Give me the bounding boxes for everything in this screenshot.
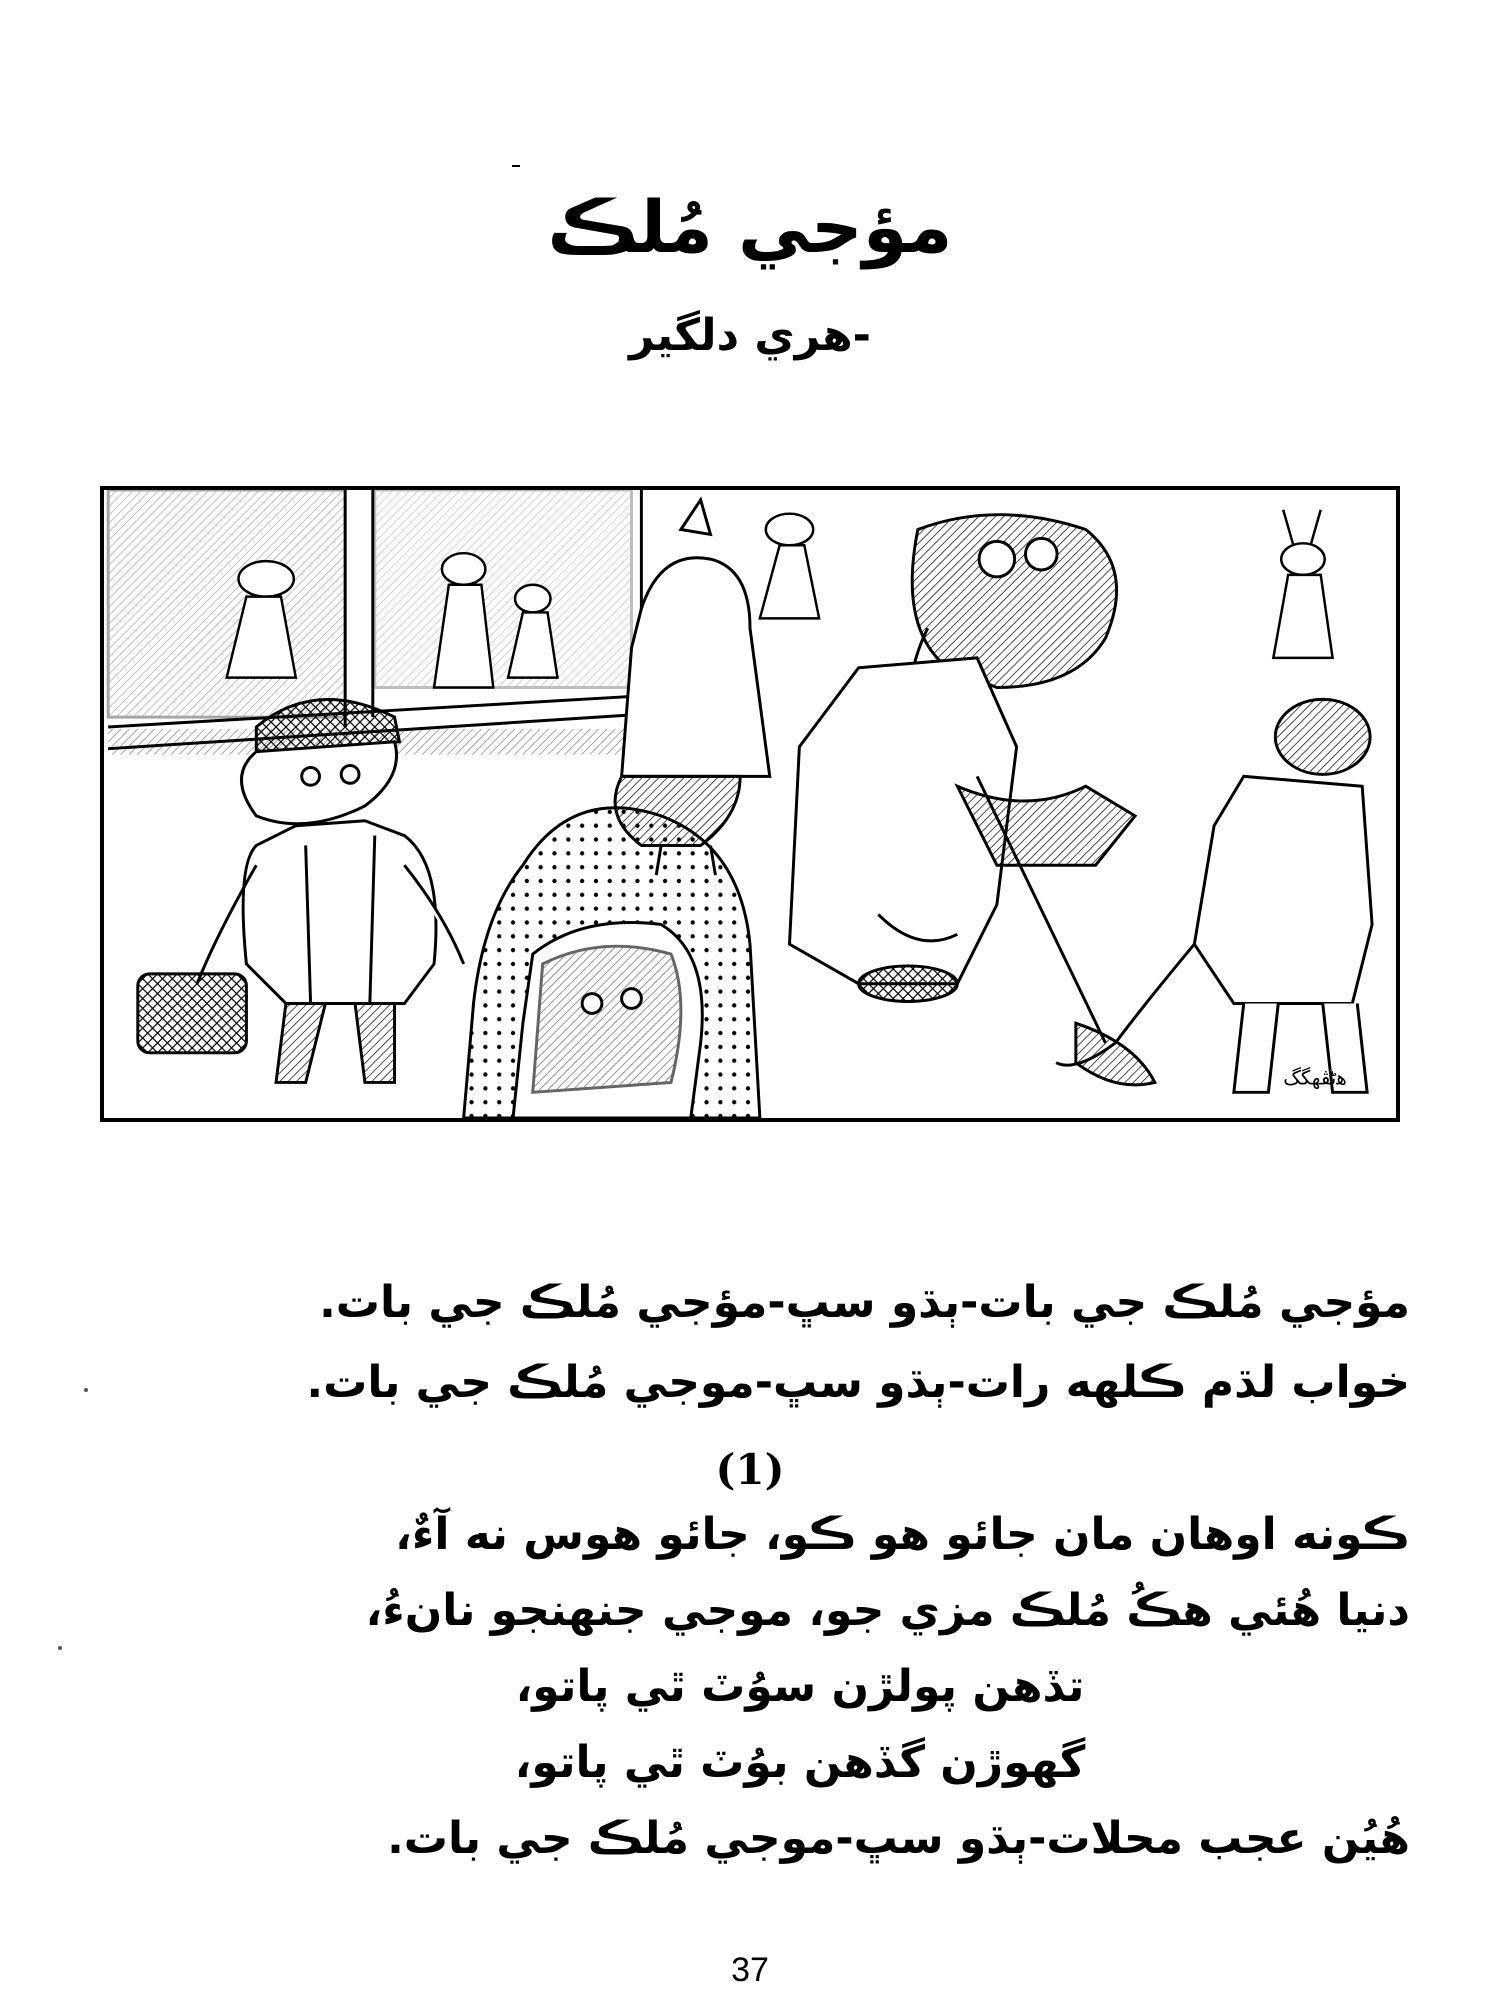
page-title: مؤجي مُلڪ — [547, 185, 953, 269]
figure-dotted-shawl — [464, 808, 760, 1118]
author-name: -هري دلگير — [629, 310, 871, 361]
stanza-number: (1) — [715, 1445, 785, 1494]
stanza-line-5: هُيُن عجب محلات-ٻڌو سڀ-موجي مُلڪ جي بات. — [387, 1813, 1410, 1864]
stanza-line-1: ڪونه اوهان مان جائو هو ڪو، جائو هوس نه آءٌ، — [395, 1509, 1410, 1560]
stanza-line-2: دنيا هُئي هڪُ مُلڪ مزي جو، موجي جنهنجو نانءُ، — [365, 1585, 1410, 1636]
stanza-line-4: گهوڙن گڏهن بوُٽ ٿي پاتو، — [514, 1737, 1086, 1788]
page-number: 37 — [731, 1951, 769, 1989]
artist-signature: ﮬﭨﭭﮭﮕﮓ — [1283, 1066, 1347, 1090]
stanza-line-3: تڏهن پولڙن سوُٽ ٿي پاتو، — [515, 1661, 1085, 1712]
refrain-line-1: مؤجي مُلڪ جي بات-ٻڌو سڀ-مؤجي مُلڪ جي بات. — [319, 1277, 1410, 1328]
elephant-with-cane — [789, 515, 1135, 1043]
margin-speck — [58, 1646, 62, 1650]
ink-mark — [512, 165, 520, 167]
refrain-line-2: خواب لڌم ڪلهه رات-ٻڌو سڀ-موجي مُلڪ جي بات. — [306, 1357, 1410, 1408]
figure-in-turban — [1056, 699, 1372, 1092]
fox-with-briefcase — [138, 700, 464, 1083]
margin-speck — [84, 1388, 88, 1392]
story-illustration — [100, 486, 1400, 1122]
illustration-drawing — [104, 490, 1396, 1118]
